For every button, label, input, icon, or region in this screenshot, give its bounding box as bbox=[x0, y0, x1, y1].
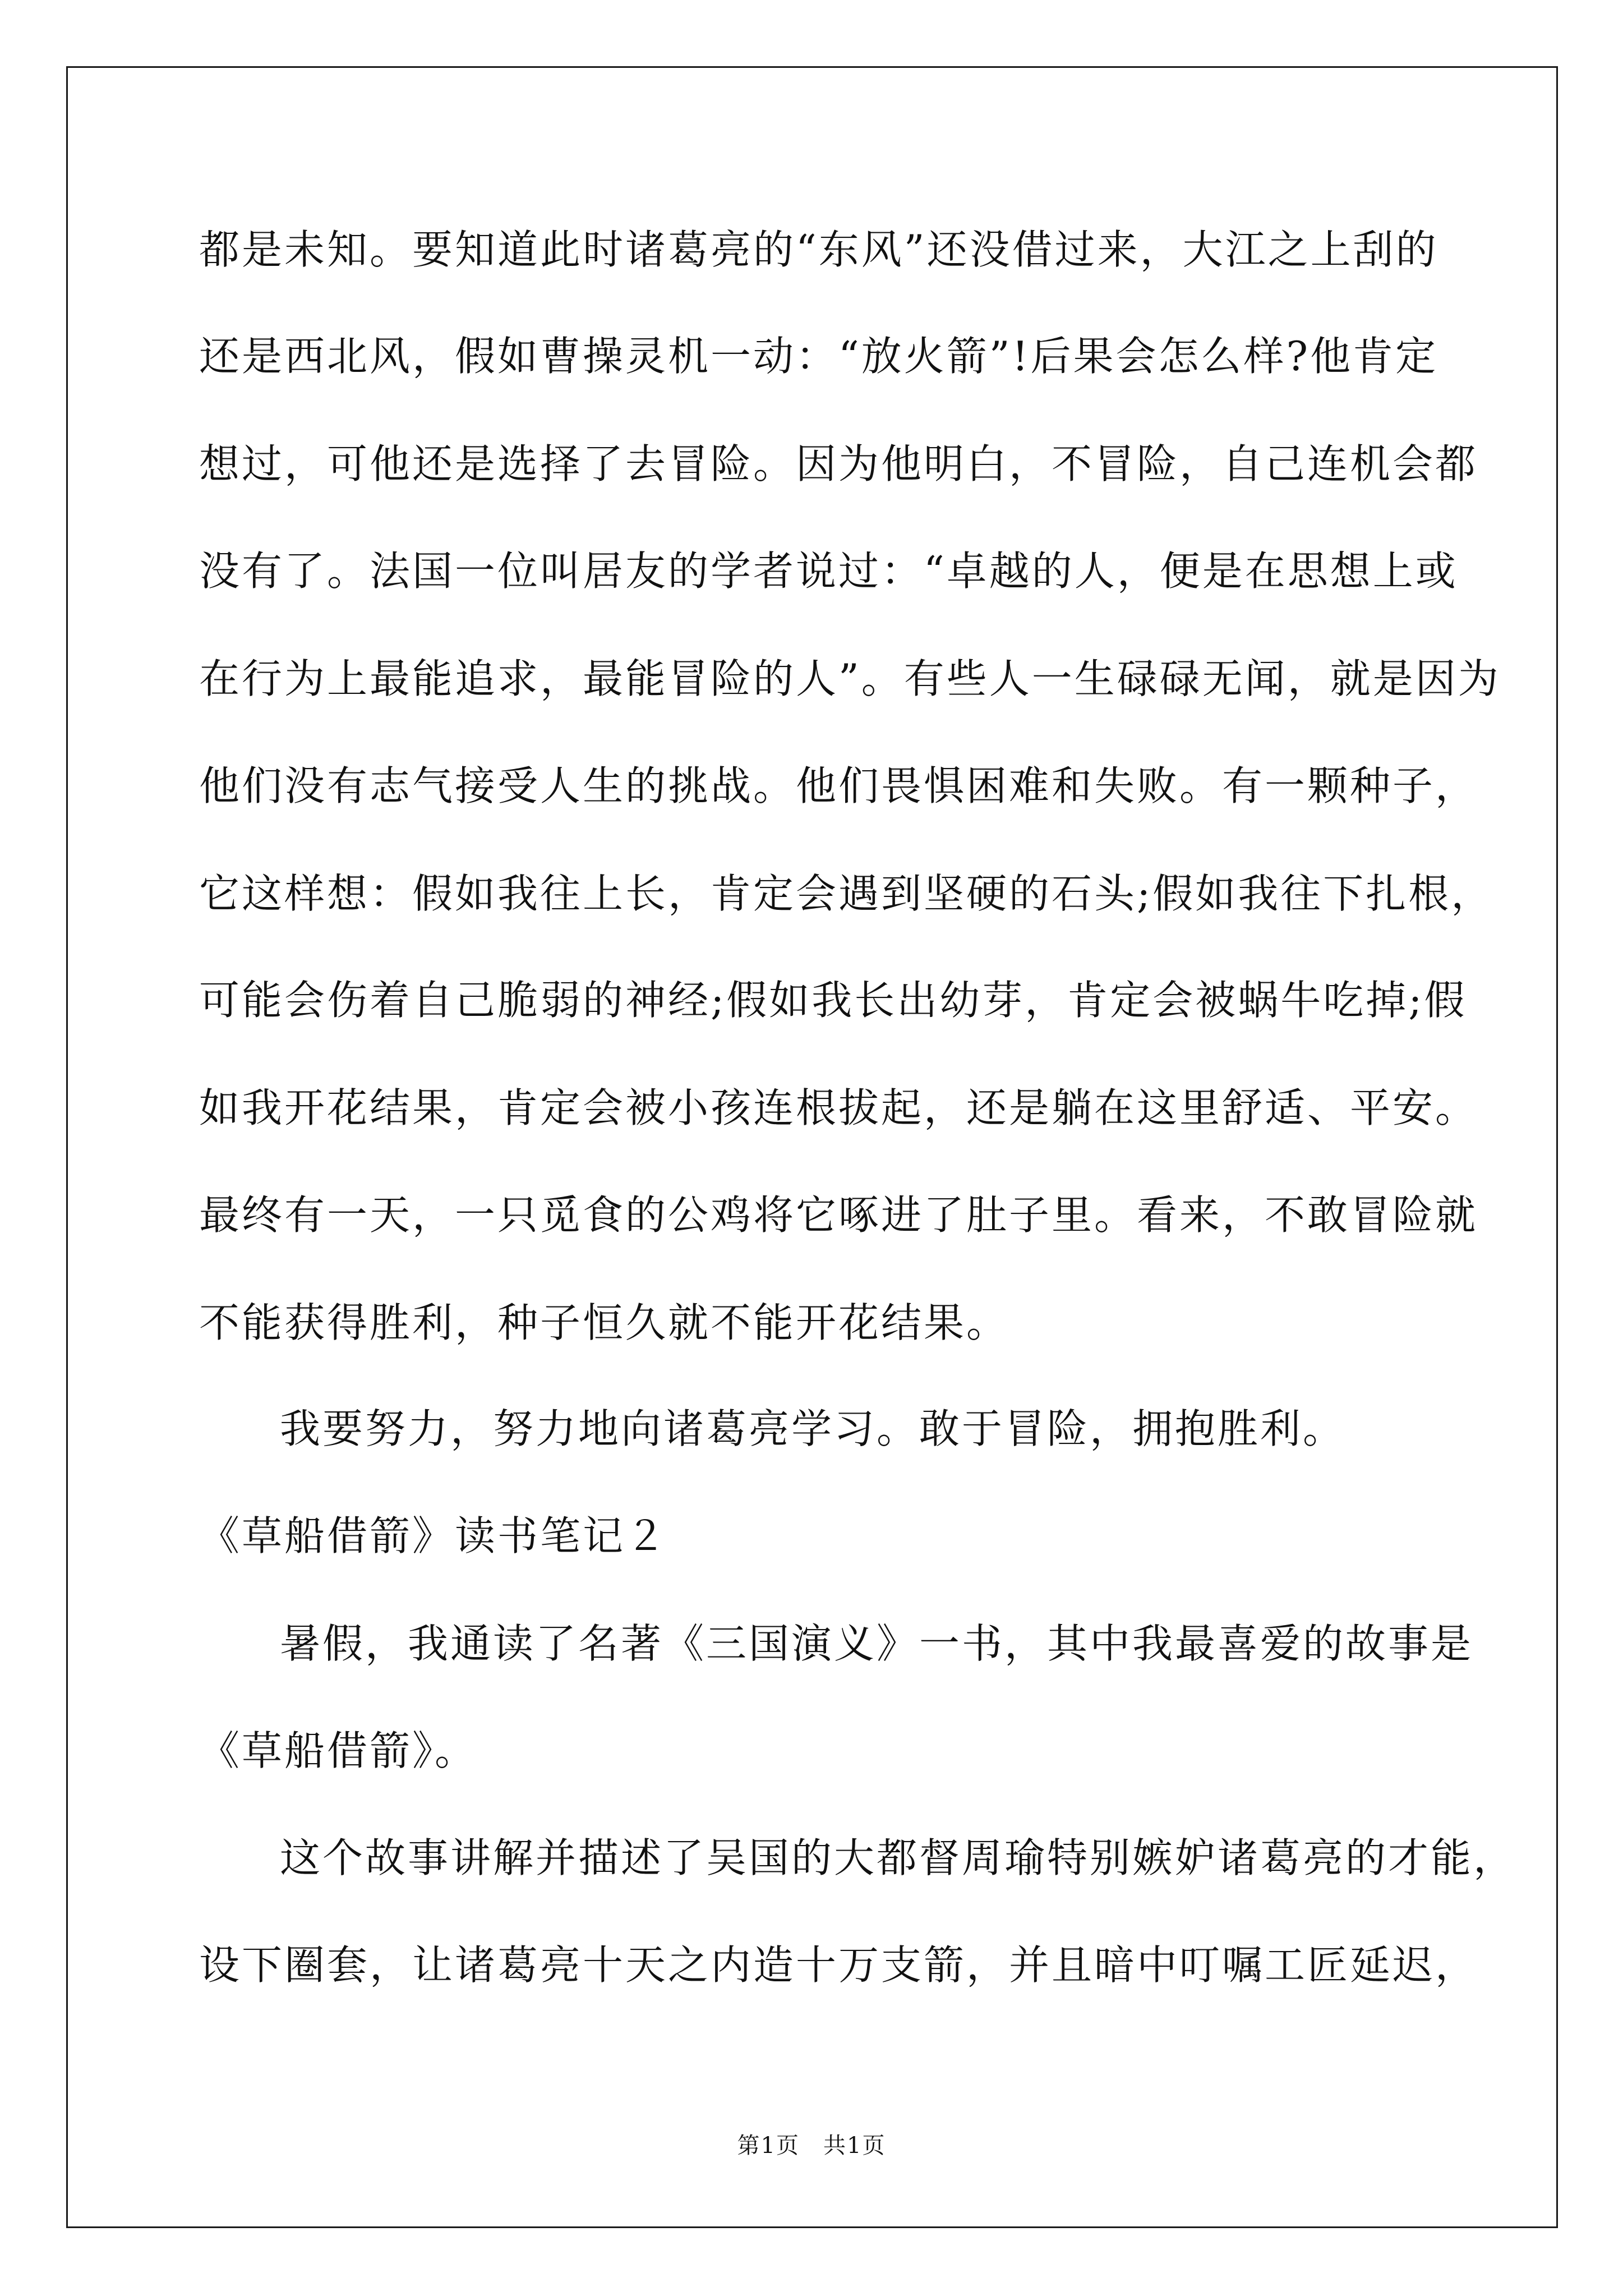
text-line: 《草船借箭》。 bbox=[199, 1727, 478, 1774]
page-border bbox=[66, 66, 1558, 2228]
text-line: 最终有一天，一只觅食的公鸡将它啄进了肚子里。看来，不敢冒险就 bbox=[199, 1191, 1478, 1239]
text-line: 可能会伤着自己脆弱的神经;假如我长出幼芽，肯定会被蜗牛吃掉;假 bbox=[199, 977, 1467, 1024]
paragraph-line: 暑假，我通读了名著《三国演义》一书，其中我最喜爱的故事是 bbox=[280, 1620, 1474, 1667]
text-line: 想过，可他还是选择了去冒险。因为他明白，不冒险，自己连机会都 bbox=[199, 440, 1478, 487]
text-line: 它这样想：假如我往上长，肯定会遇到坚硬的石头;假如我往下扎根， bbox=[199, 870, 1494, 917]
text-line: 不能获得胜利，种子恒久就不能开花结果。 bbox=[199, 1299, 1009, 1346]
text-line: 还是西北风，假如曹操灵机一动：“放火箭”!后果会怎么样?他肯定 bbox=[199, 333, 1438, 380]
text-line: 在行为上最能追求，最能冒险的人”。有些人一生碌碌无闻，就是因为 bbox=[199, 655, 1501, 702]
page-number-footer: 第1页 共1页 bbox=[737, 2133, 886, 2159]
text-line: 都是未知。要知道此时诸葛亮的“东风”还没借过来，大江之上刮的 bbox=[199, 226, 1438, 273]
paragraph-line: 我要努力，努力地向诸葛亮学习。敢于冒险，拥抱胜利。 bbox=[280, 1405, 1346, 1452]
section-heading: 《草船借箭》读书笔记２ bbox=[199, 1512, 668, 1559]
text-line: 如我开花结果，肯定会被小孩连根拔起，还是躺在这里舒适、平安。 bbox=[199, 1084, 1478, 1131]
paragraph-line: 这个故事讲解并描述了吴国的大都督周瑜特别嫉妒诸葛亮的才能， bbox=[280, 1834, 1516, 1881]
text-line: 他们没有志气接受人生的挑战。他们畏惧困难和失败。有一颗种子， bbox=[199, 762, 1478, 809]
text-line: 没有了。法国一位叫居友的学者说过：“卓越的人，便是在思想上或 bbox=[199, 547, 1458, 595]
text-line: 设下圈套，让诸葛亮十天之内造十万支箭，并且暗中叮嘱工匠延迟， bbox=[199, 1941, 1478, 1989]
